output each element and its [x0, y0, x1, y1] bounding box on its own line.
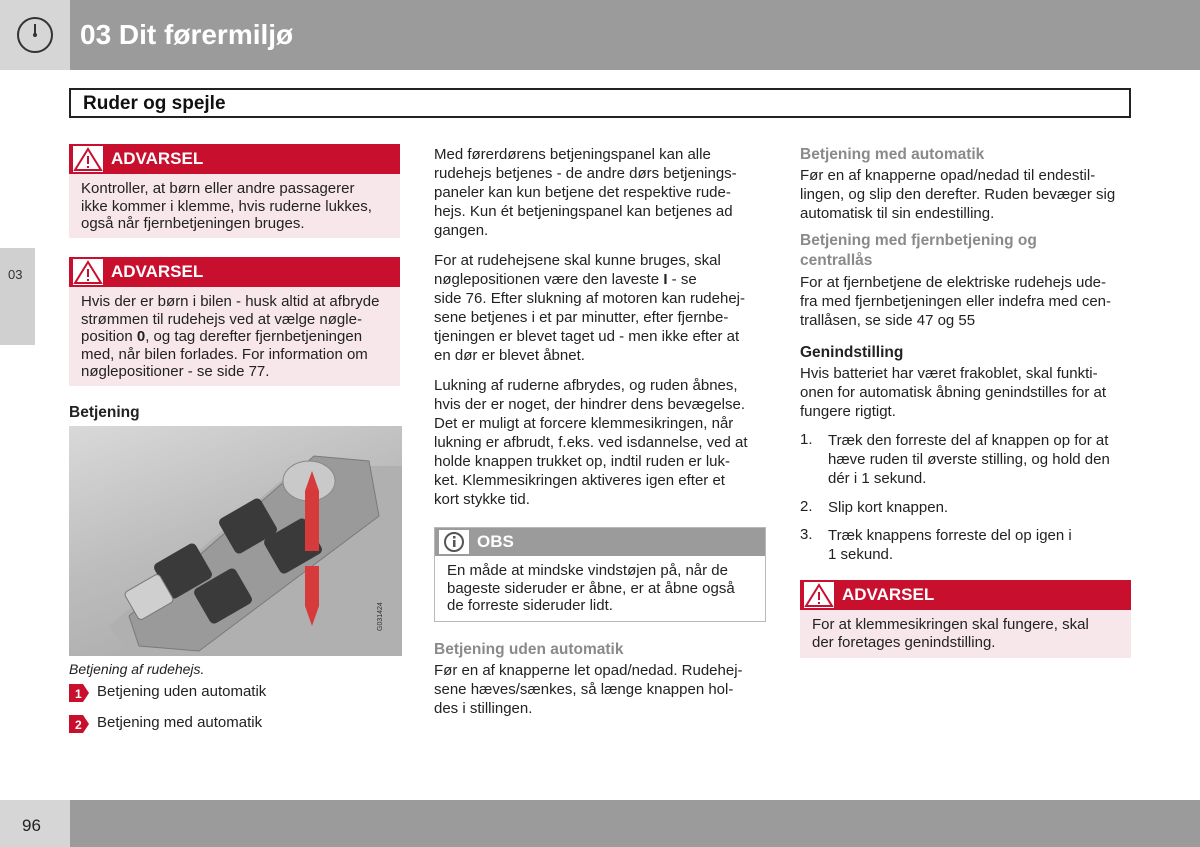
text-span: , og tag derefter fjernbetjeningen [145, 328, 363, 345]
operation-heading: Betjening [69, 404, 140, 421]
text-line: Hvis batteriet har været frakoblet, skal funkti- [800, 365, 1098, 382]
window-switch-illustration [69, 426, 402, 656]
warning-box-power [69, 257, 400, 386]
text-line: gangen. [434, 222, 489, 239]
text-line: For at klemmesikringen skal fungere, skal [812, 616, 1089, 633]
key-position-bold: 0 [136, 328, 146, 345]
legend-item [69, 714, 369, 734]
text-line: Kontroller, at børn eller andre passagerer [81, 180, 355, 197]
paragraph [434, 376, 769, 509]
subheading [800, 231, 1037, 271]
svg-text:2: 2 [75, 718, 82, 732]
note-box [434, 527, 766, 622]
text-line: Det er muligt at forcere klemmesikringen, når [434, 415, 734, 432]
text-line: centrallås [800, 252, 873, 269]
list-item [828, 526, 1138, 564]
warning-box-children [69, 144, 400, 238]
text-line: For at fjernbetjene de elektriske rudehejs ude- [800, 274, 1107, 291]
text-line: hejs. Kun ét betjeningspanel kan betjenes ad [434, 203, 733, 220]
svg-text:1: 1 [75, 687, 82, 701]
warning-header [69, 257, 400, 287]
warning-header [800, 580, 1131, 610]
text-line: hæve ruden til øverste stilling, og hold den [828, 451, 1110, 468]
text-line: lukning er afbrudt, f.eks. ved isdannelse, ved at [434, 434, 748, 451]
text-span: - se [667, 271, 697, 288]
text-line: tjeningen er blevet taget ud - men ikke efter at [434, 328, 740, 345]
list-number: 3. [800, 526, 813, 543]
text-line: kort stykke tid. [434, 491, 530, 508]
text-line: 1 sekund. [828, 546, 894, 563]
text-line: trallåsen, se side 47 og 55 [800, 312, 976, 329]
text-line: fungere rigtigt. [800, 403, 896, 420]
text-line: For at rudehejsene skal kunne bruges, skal [434, 252, 721, 269]
warning-box-reset [800, 580, 1131, 658]
warning-text [69, 174, 400, 241]
chapter-title: 03 Dit førermiljø [80, 19, 294, 50]
text-line: ket. Klemmesikringen aktiveres igen efter et [434, 472, 725, 489]
paragraph [800, 166, 1140, 223]
text-line: Før en af knapperne let opad/nedad. Rudehej- [434, 662, 743, 679]
text-line: Slip kort knappen. [828, 499, 949, 516]
text-line: de forreste sideruder lidt. [447, 597, 613, 614]
text-line: Lukning af ruderne afbrydes, og ruden åbnes, [434, 377, 738, 394]
text-line: bageste sideruder er åbne, er at åbne også [447, 579, 735, 597]
text-line [81, 328, 388, 346]
warning-triangle-icon [804, 582, 834, 608]
text-line [434, 270, 769, 289]
warning-triangle-icon [73, 259, 103, 285]
text-line: fra med fjernbetjeningen eller indefra med cen- [800, 293, 1112, 310]
subheading: Betjening med automatik [800, 146, 985, 163]
key-position-bold: I [663, 271, 668, 288]
note-label: OBS [477, 532, 514, 551]
note-header [435, 528, 765, 556]
text-line: også når fjernbetjeningen bruges. [81, 215, 305, 232]
text-line: Hvis der er børn i bilen - husk altid at afbryde [81, 293, 380, 310]
list-number: 2. [800, 498, 813, 515]
warning-text [800, 610, 1131, 659]
badge-2-icon [69, 715, 89, 733]
list-item [828, 431, 1138, 488]
reset-heading: Genindstilling [800, 344, 904, 361]
warning-triangle-icon [73, 146, 103, 172]
legend-text: Betjening uden automatik [97, 683, 267, 700]
warning-header [69, 144, 400, 174]
paragraph [800, 273, 1140, 330]
image-caption: Betjening af rudehejs. [69, 661, 205, 677]
warning-label: ADVARSEL [842, 585, 935, 604]
window-switch-photo [69, 426, 402, 656]
legend-text: Betjening med automatik [97, 714, 263, 731]
text-line: En måde at mindske vindstøjen på, når de [447, 562, 728, 579]
text-line: med, når bilen forlades. For information om [81, 345, 368, 363]
paragraph [434, 251, 769, 365]
header-icon-box [0, 0, 70, 70]
page-number: 96 [22, 816, 41, 835]
badge-1-icon [69, 684, 89, 702]
text-line: Betjening med fjernbetjening og [800, 232, 1037, 249]
text-line: en dør er blevet åbnet. [434, 347, 585, 364]
warning-label: ADVARSEL [111, 149, 204, 168]
text-line: des i stillingen. [434, 700, 533, 717]
image-code: G031424 [377, 602, 384, 631]
note-text [435, 556, 765, 623]
text-line: holde knappen trukket op, indtil ruden er luk- [434, 453, 731, 470]
speedometer-icon [16, 16, 54, 54]
paragraph [434, 661, 769, 718]
paragraph [434, 145, 769, 240]
text-line: onen for automatisk åbning genindstilles for at [800, 384, 1107, 401]
section-title: Ruder og spejle [83, 93, 226, 114]
legend-item [69, 683, 369, 703]
info-icon [439, 530, 469, 554]
paragraph [800, 364, 1140, 421]
text-line: Med førerdørens betjeningspanel kan alle [434, 146, 711, 163]
text-line: sene hæves/sænkes, så længe knappen hol- [434, 681, 734, 698]
text-line: paneler kan kun betjene det respektive rude- [434, 184, 731, 201]
text-line: automatisk til sin endestilling. [800, 205, 995, 222]
text-line: Træk knappens forreste del op igen i [828, 527, 1072, 544]
list-item [828, 498, 1138, 517]
text-span: position [81, 328, 137, 345]
text-line: strømmen til rudehejs ved at vælge nøgle- [81, 310, 362, 328]
list-number: 1. [800, 431, 813, 448]
text-line: side 76. Efter slukning af motoren kan rudehej- [434, 290, 746, 307]
text-line: Før en af knapperne opad/nedad til endestil- [800, 167, 1096, 184]
text-line: sene betjenes i et par minutter, efter fjernbe- [434, 309, 729, 326]
side-tab-label: 03 [8, 267, 23, 282]
chapter-side-tab[interactable] [0, 248, 35, 345]
text-line: Træk den forreste del af knappen op for at [828, 432, 1109, 449]
footer-bar [70, 800, 1200, 847]
text-line: rudehejs betjenes - de andre dørs betjenings- [434, 165, 737, 182]
warning-text [69, 287, 400, 389]
subheading: Betjening uden automatik [434, 641, 624, 658]
text-line: dér i 1 sekund. [828, 470, 927, 487]
text-line: nøglepositioner - se side 77. [81, 363, 270, 380]
text-line: ikke kommer i klemme, hvis ruderne lukkes, [81, 197, 372, 215]
warning-label: ADVARSEL [111, 262, 204, 281]
text-line: hvis der er noget, der hindrer dens bevægelse. [434, 396, 746, 413]
text-span: nøglepositionen være den laveste [434, 271, 664, 288]
text-line: lingen, og slip den derefter. Ruden bevæger sig [800, 186, 1116, 203]
section-title-box [69, 88, 1131, 118]
text-line: der foretages genindstilling. [812, 633, 996, 651]
